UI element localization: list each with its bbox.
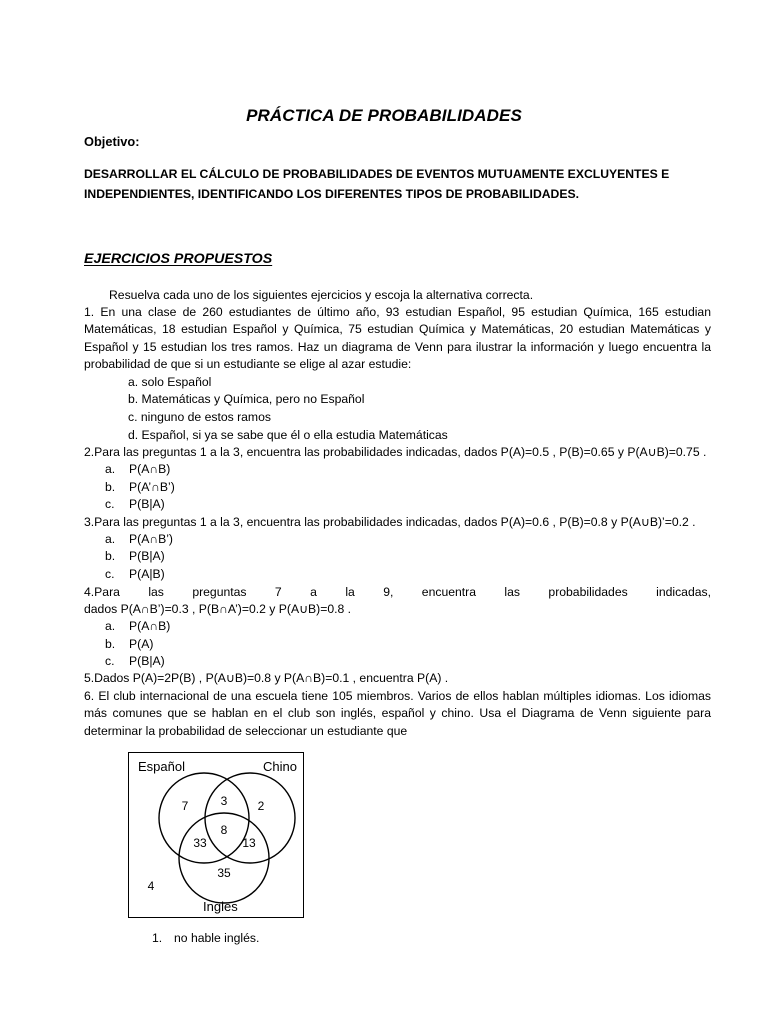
- item-text: P(A|B): [129, 567, 165, 581]
- value-only-chino: 2: [257, 799, 265, 813]
- item-marker: b.: [105, 637, 116, 651]
- exercise-6-text: 6. El club internacional de una escuela tiene 105 miembros. Varios de ellos hablan múltiples idiomas. Los idiomas más comunes que se hablan en el club son inglés, español y chino. Usa el Diagrama de Venn siguiente para determinar la probabilidad de seleccionar un estudiante que: [84, 689, 711, 738]
- page-title: PRÁCTICA DE PROBABILIDADES: [246, 106, 522, 125]
- exercise-4-line-2: dados P(A∩B’)=0.3 , P(B∩A’)=0.2 y P(A∪B)=0.8 .: [84, 602, 352, 616]
- exercise-4-item-a: [105, 618, 170, 635]
- value-espanol-chino: 3: [220, 794, 228, 808]
- item-text: P(B|A): [129, 549, 165, 563]
- item-text: P(A∩B’): [129, 532, 173, 546]
- exercise-4-item-b: [105, 636, 153, 653]
- item-marker: b.: [105, 549, 116, 563]
- value-only-espanol: 7: [181, 799, 189, 813]
- venn-frame: [129, 753, 304, 918]
- value-only-ingles: 35: [217, 866, 231, 880]
- question-1-number: 1.: [152, 931, 163, 945]
- item-marker: a.: [105, 619, 116, 633]
- label-ingles: Ingles: [203, 899, 238, 914]
- item-text: P(B|A): [129, 497, 165, 511]
- exercise-2-text: 2.Para las preguntas 1 a la 3, encuentra las probabilidades indicadas, dados P(A)=0.5 , P(B)=0.65 y P(A∪B)=0.75 .: [84, 445, 707, 459]
- question-1-text: no hable inglés.: [174, 931, 260, 945]
- exercise-3-text: 3.Para las preguntas 1 a la 3, encuentra las probabilidades indicadas, dados P(A)=0.6 , P(B)=0.8 y P(A∪B)’=0.2 .: [84, 515, 696, 529]
- question-1: [152, 930, 259, 947]
- exercise-3-item-c: [105, 566, 165, 583]
- intro-text: Resuelva cada uno de los siguientes ejercicios y escoja la alternativa correcta.: [109, 288, 534, 302]
- item-marker: a.: [105, 462, 116, 476]
- venn-diagram: [128, 752, 304, 918]
- section-title: EJERCICIOS PROPUESTOS: [84, 251, 273, 267]
- value-all-three: 8: [220, 823, 228, 837]
- label-chino: Chino: [263, 759, 297, 774]
- item-text: P(B|A): [129, 654, 165, 668]
- item-marker: c.: [105, 654, 115, 668]
- exercise-4-line-1: 4.Para las preguntas 7 a la 9, encuentra las probabilidades indicadas,: [84, 585, 711, 599]
- item-marker: b.: [105, 480, 116, 494]
- objective-label: Objetivo:: [84, 134, 140, 149]
- value-outside: 4: [147, 879, 155, 893]
- item-marker: c.: [105, 567, 115, 581]
- value-chino-ingles: 13: [242, 836, 256, 850]
- item-marker: c.: [105, 497, 115, 511]
- item-marker: a.: [105, 532, 116, 546]
- exercise-1-item-b: b. Matemáticas y Química, pero no Español: [128, 392, 365, 406]
- exercise-4-item-c: [105, 653, 165, 670]
- exercise-5-text: 5.Dados P(A)=2P(B) , P(A∪B)=0.8 y P(A∩B)=0.1 , encuentra P(A) .: [84, 671, 449, 685]
- exercise-3-item-b: [105, 548, 165, 565]
- exercise-2-item-a: [105, 461, 170, 478]
- exercise-1-text: 1. En una clase de 260 estudiantes de último año, 93 estudian Español, 95 estudian Química, 165 estudian Matemáticas, 18 estudian Español y Química, 75 estudian Química y Matemáticas, 20 estudian Matemáticas y Español y 15 estudian los tres ramos. Haz un diagrama de Venn para ilustrar la información y luego encuentra la probabilidad de que si un estudiante se elige al azar estudie:: [84, 305, 711, 372]
- item-text: P(A): [129, 637, 154, 651]
- item-text: P(A∩B): [129, 462, 171, 476]
- objective-text: DESARROLLAR EL CÁLCULO DE PROBABILIDADES DE EVENTOS MUTUAMENTE EXCLUYENTES E INDEPENDIENTES, IDENTIFICANDO LOS DIFERENTES TIPOS DE PROBABILIDADES.: [84, 167, 670, 201]
- exercise-3-item-a: [105, 531, 173, 548]
- value-espanol-ingles: 33: [193, 836, 207, 850]
- label-espanol: Español: [138, 759, 185, 774]
- item-text: P(A’∩B’): [129, 480, 175, 494]
- item-text: P(A∩B): [129, 619, 171, 633]
- exercise-1-item-c: c. ninguno de estos ramos: [128, 410, 271, 424]
- exercise-2-item-c: [105, 496, 165, 513]
- exercise-1-item-d: d. Español, si ya se sabe que él o ella estudia Matemáticas: [128, 428, 448, 442]
- exercise-1-item-a: a. solo Español: [128, 375, 212, 389]
- exercise-2-item-b: [105, 479, 175, 496]
